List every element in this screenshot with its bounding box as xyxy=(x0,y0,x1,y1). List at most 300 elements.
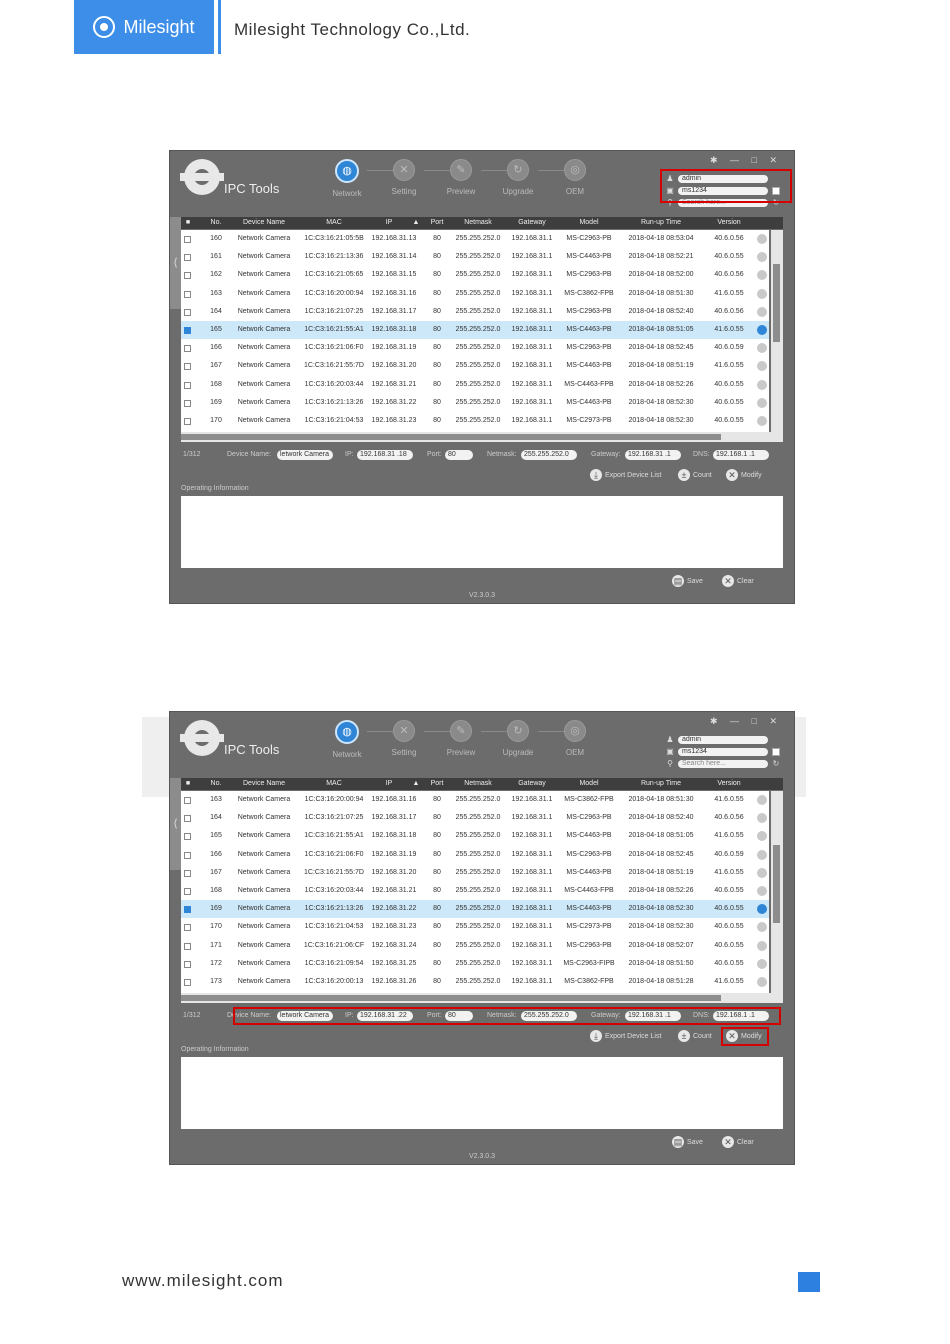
device-name-label: Device Name: xyxy=(227,451,271,458)
username-field[interactable]: admin xyxy=(678,736,768,744)
row-port: 80 xyxy=(433,325,441,333)
row-runup-time: 2018-04-18 08:52:26 xyxy=(628,380,694,388)
col-mac[interactable]: MAC xyxy=(326,780,342,787)
row-no: 172 xyxy=(210,959,222,967)
scroll-thumb[interactable] xyxy=(181,995,721,1001)
col-ip[interactable]: IP xyxy=(385,780,393,787)
row-mac: 1C:C3:16:21:05:5B xyxy=(304,235,364,242)
row-gateway: 192.168.31.1 xyxy=(511,814,553,822)
vertical-scrollbar[interactable] xyxy=(771,230,783,442)
row-version: 40.6.0.55 xyxy=(714,380,744,388)
web-access-icon[interactable] xyxy=(757,252,767,262)
row-checkbox[interactable] xyxy=(184,906,191,913)
row-mac: 1C:C3:16:20:00:13 xyxy=(304,977,364,985)
dns-input[interactable]: 192.168.1 .1 xyxy=(713,1011,769,1021)
edit-bar xyxy=(181,1011,783,1023)
clear-icon: ✕ xyxy=(722,575,734,587)
row-device-name: Network Camera xyxy=(237,398,291,406)
pencil-icon: ✎ xyxy=(450,720,472,742)
save-button[interactable] xyxy=(672,575,703,589)
row-device-name: Network Camera xyxy=(237,814,291,822)
row-model: MS-C4463-PB xyxy=(566,325,612,333)
row-mac: 1C:C3:16:20:00:94 xyxy=(304,289,364,297)
row-port: 80 xyxy=(433,941,441,949)
table-row[interactable] xyxy=(181,248,769,266)
milesight-logo-icon xyxy=(89,11,120,42)
count-label: Count xyxy=(693,472,712,479)
row-ip: 192.168.31.24 xyxy=(371,941,417,949)
table-header xyxy=(181,217,783,229)
row-model: MS-C3862-FPB xyxy=(564,289,614,297)
col-no[interactable]: No. xyxy=(210,219,222,226)
row-netmask: 255.255.252.0 xyxy=(455,325,501,333)
web-access-icon[interactable] xyxy=(757,922,767,932)
table-row[interactable] xyxy=(181,376,769,394)
col-version[interactable]: Version xyxy=(717,780,741,787)
web-access-icon[interactable] xyxy=(757,325,767,335)
nav-upgrade[interactable] xyxy=(493,159,543,196)
nav-preview[interactable] xyxy=(436,720,486,757)
table-row[interactable] xyxy=(181,285,769,303)
tools-icon: ✕ xyxy=(726,1030,738,1042)
row-model: MS-C2973-PB xyxy=(566,923,612,931)
col-gateway[interactable]: Gateway xyxy=(518,780,546,787)
row-port: 80 xyxy=(433,886,441,894)
row-ip: 192.168.31.23 xyxy=(371,923,417,931)
row-version: 41.6.0.55 xyxy=(714,796,744,803)
row-mac: 1C:C3:16:21:06:CF xyxy=(303,941,365,949)
table-header xyxy=(181,778,783,790)
port-label: Port: xyxy=(427,451,442,458)
clear-button[interactable] xyxy=(722,1136,754,1150)
col-model[interactable]: Model xyxy=(579,219,599,226)
row-gateway: 192.168.31.1 xyxy=(511,941,553,949)
table-row[interactable] xyxy=(181,918,769,936)
row-runup-time: 2018-04-18 08:52:00 xyxy=(628,271,694,279)
row-version: 40.6.0.56 xyxy=(714,235,744,242)
col-device-name[interactable]: Device Name xyxy=(242,780,285,787)
table-row[interactable] xyxy=(181,394,769,412)
col-runup-time[interactable]: Run-up Time xyxy=(640,780,682,787)
row-runup-time: 2018-04-18 08:53:04 xyxy=(628,235,694,242)
row-checkbox[interactable] xyxy=(184,400,191,407)
horizontal-scrollbar[interactable] xyxy=(181,993,771,1003)
web-access-icon[interactable] xyxy=(757,850,767,860)
nav-network[interactable] xyxy=(322,159,372,198)
nav-preview[interactable] xyxy=(436,159,486,196)
ipc-tools-screenshot-2 xyxy=(170,712,794,1164)
table-row[interactable] xyxy=(181,827,769,845)
row-device-name: Network Camera xyxy=(237,253,291,261)
row-model: MS-C2963-PB xyxy=(566,235,612,242)
device-count: 1/312 xyxy=(183,1012,201,1019)
row-no: 163 xyxy=(210,289,222,297)
modify-button[interactable] xyxy=(726,469,762,483)
device-count: 1/312 xyxy=(183,451,201,458)
web-access-icon[interactable] xyxy=(757,234,767,244)
row-model: MS-C4463-PB xyxy=(566,398,612,406)
row-checkbox[interactable] xyxy=(184,888,191,895)
col-netmask[interactable]: Netmask xyxy=(464,219,492,226)
row-checkbox[interactable] xyxy=(184,943,191,950)
row-no: 170 xyxy=(210,416,222,424)
save-label: Save xyxy=(687,578,703,585)
row-no: 164 xyxy=(210,307,222,315)
row-gateway: 192.168.31.1 xyxy=(511,271,553,279)
row-checkbox[interactable] xyxy=(184,327,191,334)
table-row[interactable] xyxy=(181,791,769,809)
web-access-icon[interactable] xyxy=(757,831,767,841)
export-device-list-button[interactable] xyxy=(590,469,661,483)
row-version: 41.6.0.55 xyxy=(714,832,744,840)
count-button[interactable] xyxy=(678,469,712,483)
search-input[interactable]: Search here... xyxy=(678,199,768,207)
row-checkbox[interactable] xyxy=(184,833,191,840)
row-port: 80 xyxy=(433,398,441,406)
sort-asc-icon[interactable]: ▲ xyxy=(412,780,420,787)
port-input[interactable]: 80 xyxy=(445,450,473,460)
clear-icon: ✕ xyxy=(722,1136,734,1148)
refresh-icon[interactable]: ↻ xyxy=(772,198,780,207)
scroll-thumb[interactable] xyxy=(181,434,721,440)
web-access-icon[interactable] xyxy=(757,795,767,805)
row-checkbox[interactable] xyxy=(184,418,191,425)
web-access-icon[interactable] xyxy=(757,361,767,371)
row-checkbox[interactable] xyxy=(184,254,191,261)
row-netmask: 255.255.252.0 xyxy=(455,271,501,279)
table-row[interactable] xyxy=(181,955,769,973)
row-no: 165 xyxy=(210,832,222,840)
row-checkbox[interactable] xyxy=(184,236,191,243)
row-port: 80 xyxy=(433,362,441,370)
row-checkbox[interactable] xyxy=(184,382,191,389)
row-gateway: 192.168.31.1 xyxy=(511,253,553,261)
nav-label: OEM xyxy=(565,187,585,196)
nav-network[interactable] xyxy=(322,720,372,759)
gateway-input[interactable]: 192.168.31 .1 xyxy=(625,450,681,460)
web-access-icon[interactable] xyxy=(757,904,767,914)
row-runup-time: 2018-04-18 08:52:45 xyxy=(628,344,694,352)
web-access-icon[interactable] xyxy=(757,959,767,969)
highlight-edit-bar xyxy=(233,1007,781,1025)
table-row[interactable] xyxy=(181,412,769,430)
web-access-icon[interactable] xyxy=(757,886,767,896)
device-name-input[interactable]: letwork Camera xyxy=(277,450,333,460)
device-name-input[interactable]: letwork Camera xyxy=(277,1011,333,1021)
nav-label: Upgrade xyxy=(502,748,534,757)
save-button[interactable] xyxy=(672,1136,703,1150)
row-version: 40.6.0.55 xyxy=(714,253,744,261)
row-no: 171 xyxy=(210,941,222,949)
row-gateway: 192.168.31.1 xyxy=(511,923,553,931)
netmask-input[interactable]: 255.255.252.0 xyxy=(521,450,577,460)
ip-label: IP: xyxy=(345,1012,354,1019)
web-access-icon[interactable] xyxy=(757,941,767,951)
row-checkbox[interactable] xyxy=(184,815,191,822)
row-device-name: Network Camera xyxy=(237,905,291,913)
table-row[interactable] xyxy=(181,230,769,248)
row-no: 166 xyxy=(210,344,222,352)
row-runup-time: 2018-04-18 08:52:30 xyxy=(628,416,694,424)
table-row[interactable] xyxy=(181,900,769,918)
company-name: Milesight Technology Co.,Ltd. xyxy=(234,20,471,39)
vertical-scrollbar[interactable] xyxy=(771,791,783,1003)
row-model: MS-C2973-PB xyxy=(566,416,612,424)
col-port[interactable]: Port xyxy=(430,780,444,787)
dns-input[interactable]: 192.168.1 .1 xyxy=(713,450,769,460)
scroll-thumb[interactable] xyxy=(773,264,780,342)
nav-label: Setting xyxy=(391,187,417,196)
row-port: 80 xyxy=(433,832,441,840)
operating-info-log[interactable] xyxy=(181,496,783,568)
row-netmask: 255.255.252.0 xyxy=(455,959,501,967)
save-icon: ▤ xyxy=(673,576,683,587)
row-gateway: 192.168.31.1 xyxy=(511,380,553,388)
row-model: MS-C4463-PB xyxy=(566,832,612,840)
port-input[interactable]: 80 xyxy=(445,1011,473,1021)
password-field[interactable]: ms1234 xyxy=(678,748,768,756)
table-row[interactable] xyxy=(181,357,769,375)
row-checkbox[interactable] xyxy=(184,852,191,859)
ip-label: IP: xyxy=(345,451,354,458)
row-netmask: 255.255.252.0 xyxy=(455,977,501,985)
web-access-icon[interactable] xyxy=(757,270,767,280)
row-port: 80 xyxy=(433,977,441,985)
row-device-name: Network Camera xyxy=(237,941,291,949)
row-port: 80 xyxy=(433,289,441,297)
web-access-icon[interactable] xyxy=(757,977,767,987)
app-title: IPC Tools xyxy=(224,181,280,196)
user-icon: ♟ xyxy=(666,174,674,183)
col-device-name[interactable]: Device Name xyxy=(242,219,285,226)
row-device-name: Network Camera xyxy=(237,235,291,242)
row-mac: 1C:C3:16:21:04:53 xyxy=(304,416,364,424)
search-input[interactable]: Search here... xyxy=(678,760,768,768)
row-netmask: 255.255.252.0 xyxy=(455,850,501,858)
table-row[interactable] xyxy=(181,846,769,864)
username-field[interactable]: admin xyxy=(678,175,768,183)
row-checkbox[interactable] xyxy=(184,924,191,931)
window-controls[interactable]: ✱ — □ ✕ xyxy=(709,716,782,726)
horizontal-scrollbar[interactable] xyxy=(181,432,771,442)
remember-checkbox[interactable] xyxy=(772,748,780,756)
count-icon: ± xyxy=(678,469,690,481)
row-port: 80 xyxy=(433,307,441,315)
row-mac: 1C:C3:16:21:13:26 xyxy=(304,398,364,406)
row-device-name: Network Camera xyxy=(237,344,291,352)
col-model[interactable]: Model xyxy=(579,780,599,787)
row-netmask: 255.255.252.0 xyxy=(455,796,501,803)
download-icon: ⤓ xyxy=(590,469,602,481)
clear-label: Clear xyxy=(737,578,754,585)
nav-setting[interactable] xyxy=(379,720,429,757)
export-device-list-button[interactable] xyxy=(590,1030,661,1044)
operating-info-log[interactable] xyxy=(181,1057,783,1129)
row-device-name: Network Camera xyxy=(237,868,291,876)
row-checkbox[interactable] xyxy=(184,363,191,370)
ip-input[interactable]: 192.168.31 .22 xyxy=(357,1011,413,1021)
window-controls[interactable]: ✱ — □ ✕ xyxy=(709,155,782,165)
row-netmask: 255.255.252.0 xyxy=(455,886,501,894)
row-mac: 1C:C3:16:21:55:7D xyxy=(304,868,364,876)
footer-url[interactable]: www.milesight.com xyxy=(122,1271,284,1290)
operating-info-label: Operating Information xyxy=(181,485,249,492)
app-version: V2.3.0.3 xyxy=(468,1153,496,1160)
col-runup-time[interactable]: Run-up Time xyxy=(640,219,682,226)
row-checkbox[interactable] xyxy=(184,870,191,877)
table-row[interactable] xyxy=(181,809,769,827)
table-row[interactable] xyxy=(181,882,769,900)
web-access-icon[interactable] xyxy=(757,398,767,408)
table-row[interactable] xyxy=(181,973,769,991)
row-device-name: Network Camera xyxy=(237,362,291,370)
nav-label: Upgrade xyxy=(502,187,534,196)
refresh-icon[interactable]: ↻ xyxy=(772,759,780,768)
row-netmask: 255.255.252.0 xyxy=(455,289,501,297)
col-netmask[interactable]: Netmask xyxy=(464,780,492,787)
lock-icon: ▣ xyxy=(666,186,674,195)
app-version: V2.3.0.3 xyxy=(468,592,496,599)
row-ip: 192.168.31.21 xyxy=(371,886,417,894)
row-ip: 192.168.31.17 xyxy=(371,814,417,822)
col-ip[interactable]: IP xyxy=(385,219,393,226)
nav-label: Network xyxy=(332,750,362,759)
row-no: 169 xyxy=(210,905,222,913)
row-mac: 1C:C3:16:20:03:44 xyxy=(304,380,364,388)
row-runup-time: 2018-04-18 08:51:30 xyxy=(628,289,694,297)
row-ip: 192.168.31.14 xyxy=(371,253,417,261)
netmask-input[interactable]: 255.255.252.0 xyxy=(521,1011,577,1021)
row-runup-time: 2018-04-18 08:51:50 xyxy=(628,959,694,967)
select-all-checkbox[interactable]: ■ xyxy=(185,780,191,787)
count-button[interactable] xyxy=(678,1030,712,1044)
row-ip: 192.168.31.15 xyxy=(371,271,417,279)
nav-setting[interactable] xyxy=(379,159,429,196)
save-icon: ▤ xyxy=(673,1137,683,1148)
web-access-icon[interactable] xyxy=(757,813,767,823)
web-access-icon[interactable] xyxy=(757,343,767,353)
row-netmask: 255.255.252.0 xyxy=(455,923,501,931)
row-runup-time: 2018-04-18 08:52:40 xyxy=(628,307,694,315)
modify-label: Modify xyxy=(741,1033,762,1040)
row-checkbox[interactable] xyxy=(184,979,191,986)
row-model: MS-C2963-PB xyxy=(566,271,612,279)
col-no[interactable]: No. xyxy=(210,780,222,787)
row-gateway: 192.168.31.1 xyxy=(511,832,553,840)
col-gateway[interactable]: Gateway xyxy=(518,219,546,226)
gateway-input[interactable]: 192.168.31 .1 xyxy=(625,1011,681,1021)
row-ip: 192.168.31.25 xyxy=(371,959,417,967)
row-mac: 1C:C3:16:21:13:26 xyxy=(304,905,364,913)
row-device-name: Network Camera xyxy=(237,380,291,388)
row-checkbox[interactable] xyxy=(184,961,191,968)
row-ip: 192.168.31.22 xyxy=(371,398,417,406)
table-row[interactable] xyxy=(181,266,769,284)
row-checkbox[interactable] xyxy=(184,291,191,298)
row-port: 80 xyxy=(433,923,441,931)
row-gateway: 192.168.31.1 xyxy=(511,850,553,858)
row-device-name: Network Camera xyxy=(237,416,291,424)
col-port[interactable]: Port xyxy=(430,219,444,226)
row-ip: 192.168.31.19 xyxy=(371,850,417,858)
table-row[interactable] xyxy=(181,937,769,955)
row-version: 40.6.0.55 xyxy=(714,941,744,949)
row-model: MS-C2963-PB xyxy=(566,850,612,858)
nav-upgrade[interactable] xyxy=(493,720,543,757)
row-mac: 1C:C3:16:21:05:65 xyxy=(304,271,364,279)
row-checkbox[interactable] xyxy=(184,797,191,804)
table-row[interactable] xyxy=(181,321,769,339)
row-model: MS-C2963-PB xyxy=(566,941,612,949)
row-version: 41.6.0.55 xyxy=(714,325,744,333)
nav-oem[interactable] xyxy=(550,159,600,196)
row-port: 80 xyxy=(433,235,441,242)
row-ip: 192.168.31.20 xyxy=(371,868,417,876)
edit-bar xyxy=(181,450,783,462)
row-checkbox[interactable] xyxy=(184,272,191,279)
row-version: 40.6.0.55 xyxy=(714,416,744,424)
row-device-name: Network Camera xyxy=(237,977,291,985)
clear-button[interactable] xyxy=(722,575,754,589)
row-netmask: 255.255.252.0 xyxy=(455,235,501,242)
row-mac: 1C:C3:16:21:55:A1 xyxy=(304,325,364,333)
row-mac: 1C:C3:16:21:13:36 xyxy=(304,253,364,261)
table-row[interactable] xyxy=(181,339,769,357)
row-version: 40.6.0.55 xyxy=(714,923,744,931)
row-version: 40.6.0.55 xyxy=(714,398,744,406)
row-gateway: 192.168.31.1 xyxy=(511,959,553,967)
col-version[interactable]: Version xyxy=(717,219,741,226)
web-access-icon[interactable] xyxy=(757,868,767,878)
ip-input[interactable]: 192.168.31 .18 xyxy=(357,450,413,460)
sort-asc-icon[interactable]: ▲ xyxy=(412,219,420,226)
row-netmask: 255.255.252.0 xyxy=(455,868,501,876)
table-row[interactable] xyxy=(181,303,769,321)
modify-label: Modify xyxy=(741,472,762,479)
select-all-checkbox[interactable]: ■ xyxy=(185,219,191,226)
row-gateway: 192.168.31.1 xyxy=(511,235,553,242)
row-mac: 1C:C3:16:21:06:F0 xyxy=(304,344,364,352)
collapse-tab[interactable] xyxy=(170,217,181,309)
row-gateway: 192.168.31.1 xyxy=(511,307,553,315)
gear-logo-icon xyxy=(184,720,220,756)
scroll-thumb[interactable] xyxy=(773,845,780,923)
search-icon: ⚲ xyxy=(667,759,673,768)
web-access-icon[interactable] xyxy=(757,307,767,317)
web-access-icon[interactable] xyxy=(757,416,767,426)
netmask-label: Netmask: xyxy=(487,451,517,458)
password-field[interactable]: ms1234 xyxy=(678,187,768,195)
row-no: 167 xyxy=(210,362,222,370)
row-checkbox[interactable] xyxy=(184,345,191,352)
row-model: MS-C4463-PB xyxy=(566,362,612,370)
collapse-tab[interactable] xyxy=(170,778,181,870)
device-actions xyxy=(590,469,790,483)
row-model: MS-C2963-FIPB xyxy=(563,959,615,967)
web-access-icon[interactable] xyxy=(757,380,767,390)
highlight-modify xyxy=(721,1027,769,1046)
device-table xyxy=(181,791,769,993)
col-mac[interactable]: MAC xyxy=(326,219,342,226)
web-access-icon[interactable] xyxy=(757,289,767,299)
nav-oem[interactable] xyxy=(550,720,600,757)
row-checkbox[interactable] xyxy=(184,309,191,316)
row-device-name: Network Camera xyxy=(237,325,291,333)
table-row[interactable] xyxy=(181,864,769,882)
row-model: MS-C4463-FPB xyxy=(564,886,614,894)
row-ip: 192.168.31.21 xyxy=(371,380,417,388)
row-no: 167 xyxy=(210,868,222,876)
